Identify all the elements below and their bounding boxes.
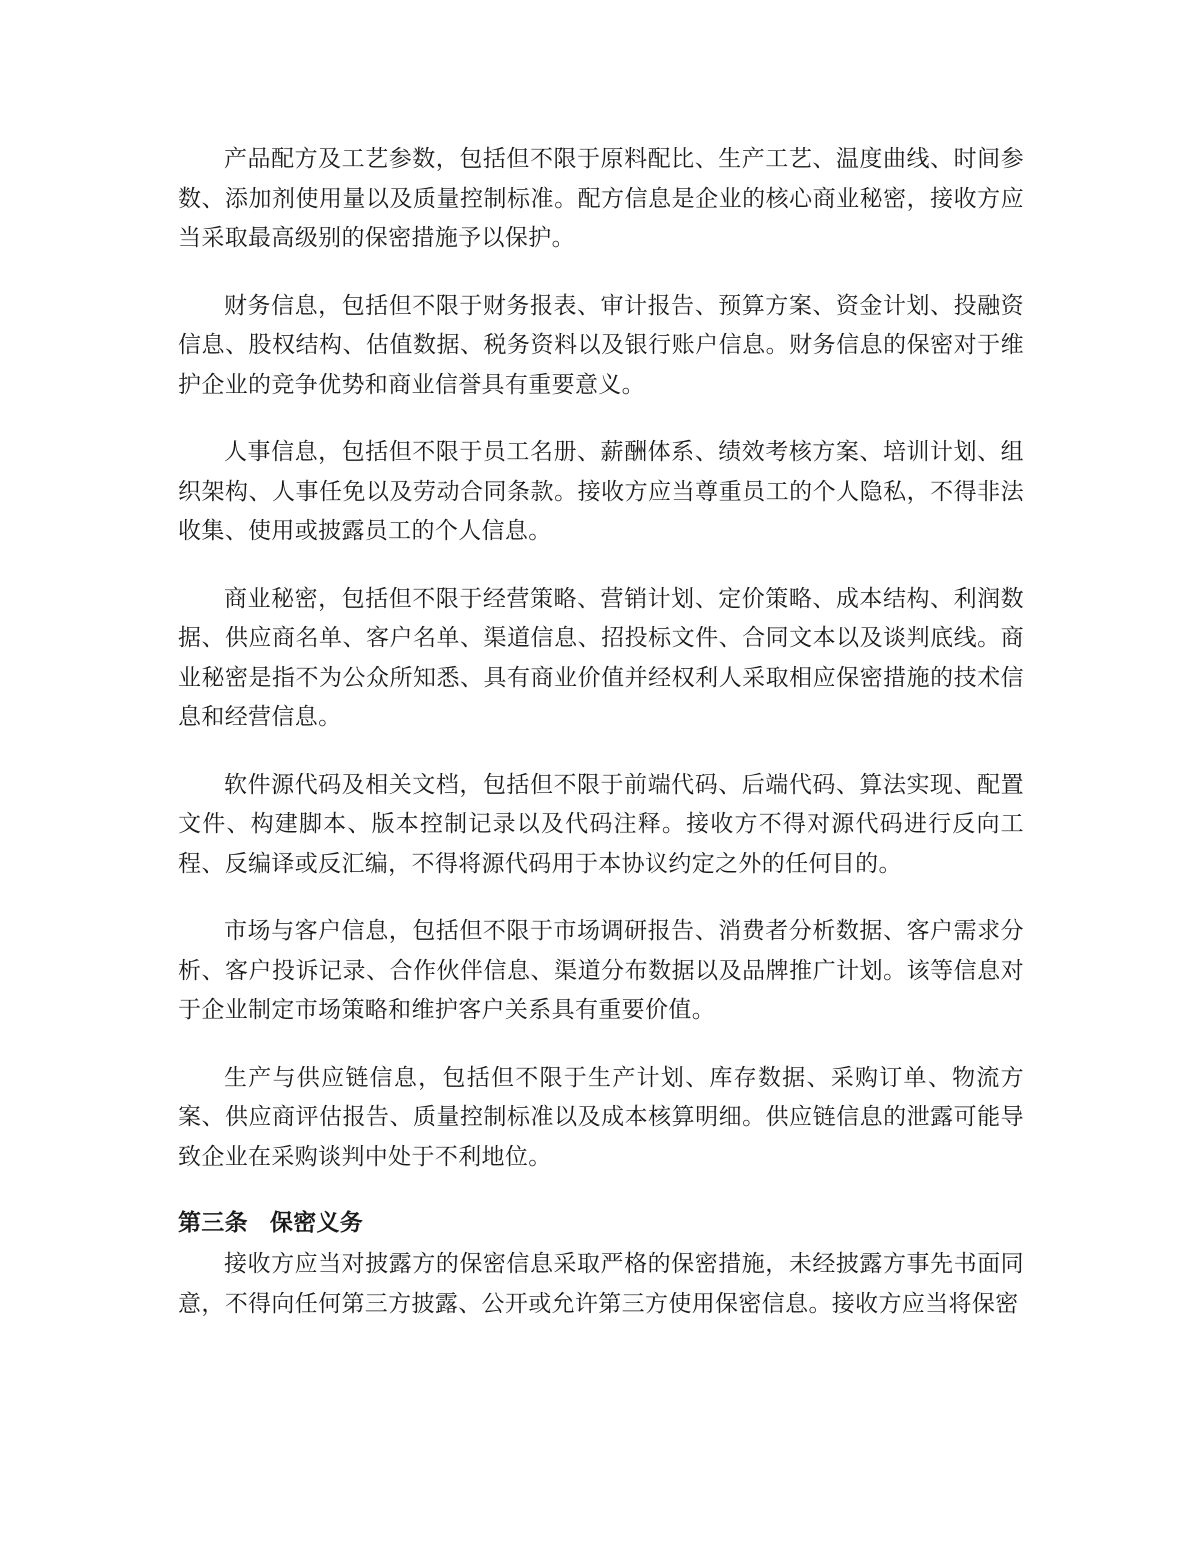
paragraph-market-customer: 市场与客户信息，包括但不限于市场调研报告、消费者分析数据、客户需求分析、客户投诉记录、合作伙伴信息、渠道分布数据以及品牌推广计划。该等信息对于企业制定市场策略和维护客户关系具有重要价值。 [178, 918, 1024, 1023]
paragraph-source-code: 软件源代码及相关文档，包括但不限于前端代码、后端代码、算法实现、配置文件、构建脚本、版本控制记录以及代码注释。接收方不得对源代码进行反向工程、反编译或反汇编，不得将源代码用于本协议约定之外的任何目的。 [178, 771, 1024, 877]
paragraph-financial: 财务信息，包括但不限于财务报表、审计报告、预算方案、资金计划、投融资信息、股权结构、估值数据、税务资料以及银行账户信息。财务信息的保密对于维护企业的竞争优势和商业信誉具有重要意义。 [178, 292, 1024, 398]
paragraph-confidentiality-obligation: 接收方应当对披露方的保密信息采取严格的保密措施，未经披露方事先书面同意，不得向任何第三方披露、公开或允许第三方使用保密信息。接收方应当将保密 [178, 1251, 1024, 1317]
paragraph-trade-secret: 商业秘密，包括但不限于经营策略、营销计划、定价策略、成本结构、利润数据、供应商名单、客户名单、渠道信息、招投标文件、合同文本以及谈判底线。商业秘密是指不为公众所知悉、具有商业价值并经权利人采取相应保密措施的技术信息和经营信息。 [178, 585, 1024, 730]
document-page [178, 140, 1024, 1352]
paragraph-personnel: 人事信息，包括但不限于员工名册、薪酬体系、绩效考核方案、培训计划、组织架构、人事任免以及劳动合同条款。接收方应当尊重员工的个人隐私，不得非法收集、使用或披露员工的个人信息。 [178, 439, 1024, 544]
paragraph-supply-chain: 生产与供应链信息，包括但不限于生产计划、库存数据、采购订单、物流方案、供应商评估报告、质量控制标准以及成本核算明细。供应链信息的泄露可能导致企业在采购谈判中处于不利地位。 [178, 1064, 1024, 1170]
section-number: 第三条 [178, 1210, 248, 1236]
paragraph-formula: 产品配方及工艺参数，包括但不限于原料配比、生产工艺、温度曲线、时间参数、添加剂使用量以及质量控制标准。配方信息是企业的核心商业秘密，接收方应当采取最高级别的保密措施予以保护。 [178, 146, 1024, 251]
section-title: 保密义务 [269, 1210, 364, 1236]
section-heading [178, 1205, 1024, 1241]
